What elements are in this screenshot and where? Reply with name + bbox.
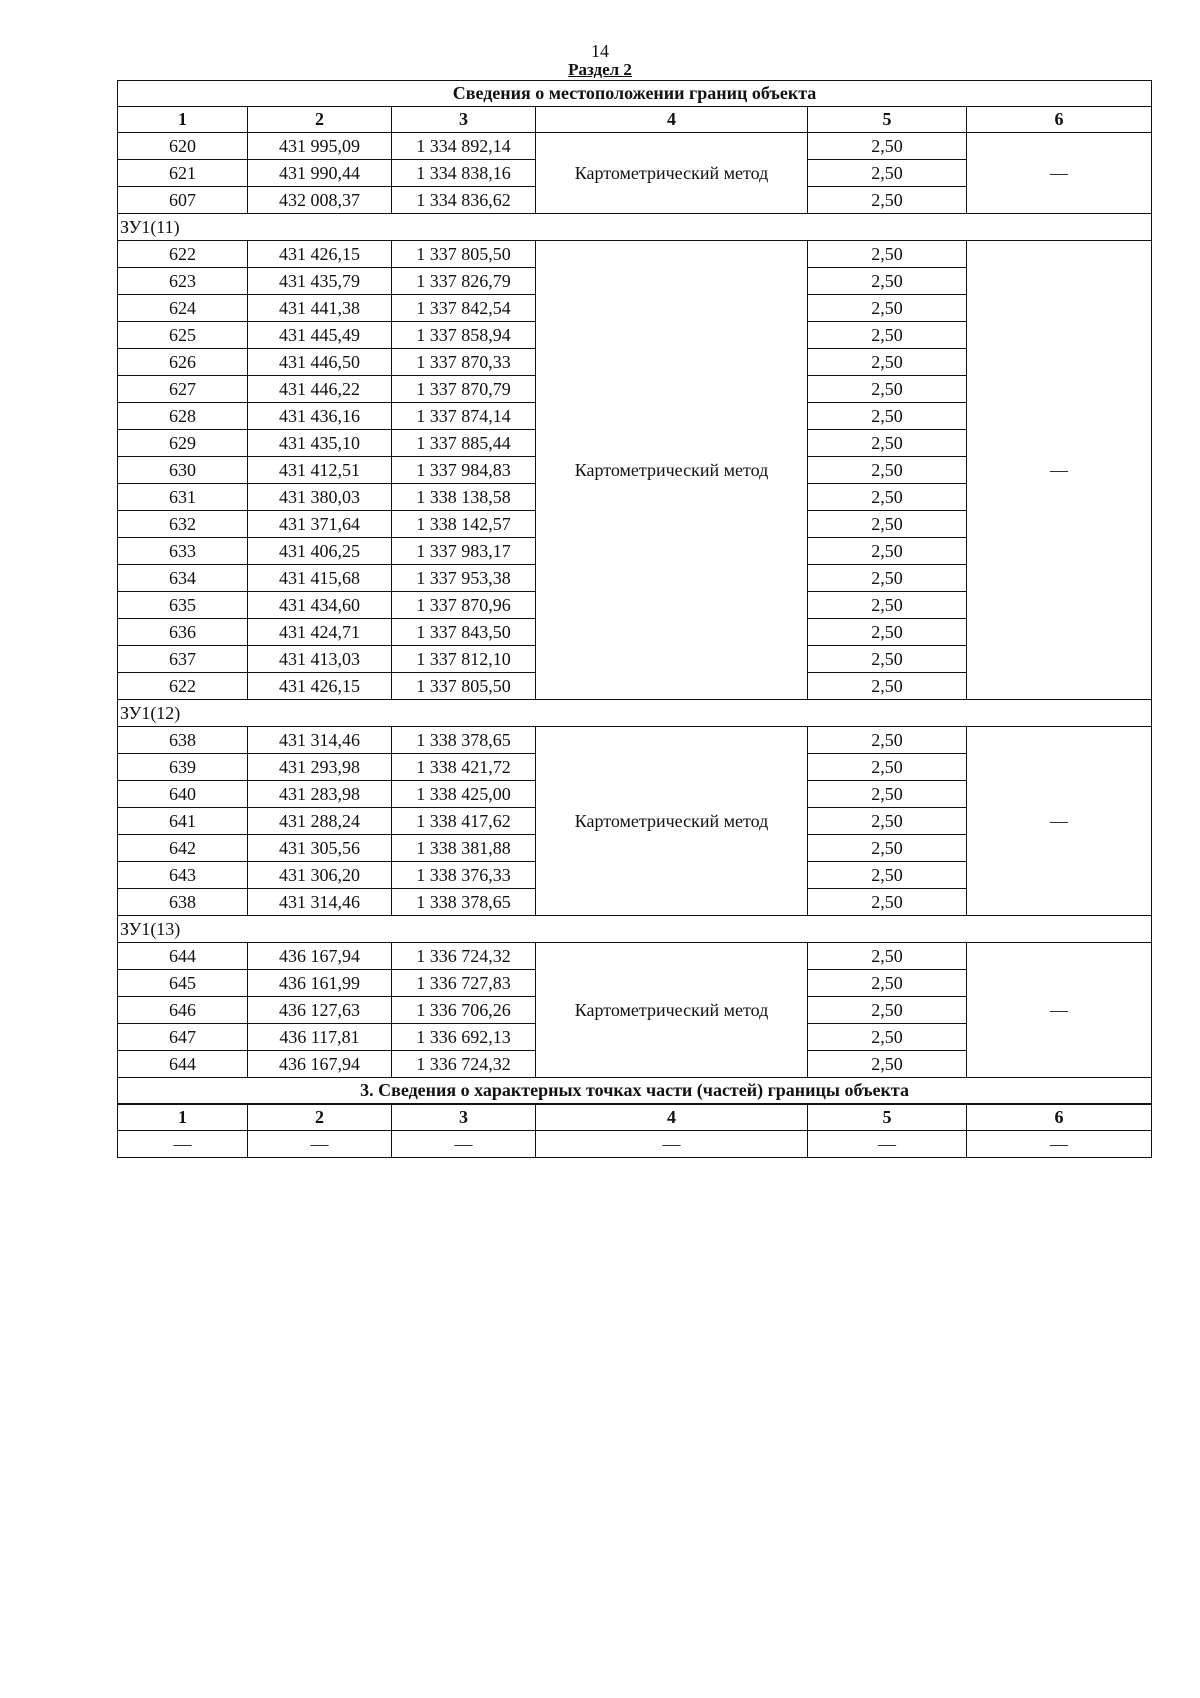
y-coordinate-cell: 1 337 870,79	[392, 376, 536, 403]
x-coordinate-cell: 436 161,99	[248, 970, 392, 997]
table-row	[118, 133, 1152, 160]
accuracy-cell: 2,50	[808, 403, 967, 430]
x-coordinate-cell: 431 293,98	[248, 754, 392, 781]
accuracy-cell: 2,50	[808, 943, 967, 970]
point-number-cell: 631	[118, 484, 248, 511]
accuracy-cell: 2,50	[808, 565, 967, 592]
accuracy-cell: 2,50	[808, 430, 967, 457]
x-coordinate-cell: 436 167,94	[248, 1051, 392, 1078]
column-header: 2	[248, 1104, 392, 1131]
accuracy-cell: 2,50	[808, 376, 967, 403]
method-cell: Картометрический метод	[536, 133, 808, 214]
accuracy-cell: 2,50	[808, 997, 967, 1024]
y-coordinate-cell: 1 338 417,62	[392, 808, 536, 835]
point-number-cell: 629	[118, 430, 248, 457]
section3-title-row	[118, 1078, 1152, 1105]
x-coordinate-cell: 431 415,68	[248, 565, 392, 592]
x-coordinate-cell: 431 436,16	[248, 403, 392, 430]
section3-header-row	[118, 1104, 1152, 1131]
column-header: 4	[536, 1104, 808, 1131]
column-header: 2	[248, 107, 392, 133]
y-coordinate-cell: 1 337 870,96	[392, 592, 536, 619]
x-coordinate-cell: 431 445,49	[248, 322, 392, 349]
point-number-cell: 626	[118, 349, 248, 376]
point-number-cell: 620	[118, 133, 248, 160]
point-number-cell: 632	[118, 511, 248, 538]
accuracy-cell: 2,50	[808, 511, 967, 538]
y-coordinate-cell: 1 337 874,14	[392, 403, 536, 430]
accuracy-cell: 2,50	[808, 241, 967, 268]
x-coordinate-cell: 431 435,10	[248, 430, 392, 457]
y-coordinate-cell: 1 336 727,83	[392, 970, 536, 997]
table-title-row	[118, 81, 1152, 107]
empty-value-cell: —	[808, 1131, 967, 1158]
x-coordinate-cell: 431 426,15	[248, 241, 392, 268]
accuracy-cell: 2,50	[808, 592, 967, 619]
y-coordinate-cell: 1 337 983,17	[392, 538, 536, 565]
x-coordinate-cell: 436 127,63	[248, 997, 392, 1024]
y-coordinate-cell: 1 336 706,26	[392, 997, 536, 1024]
point-number-cell: 630	[118, 457, 248, 484]
column-header: 5	[808, 107, 967, 133]
point-number-cell: 624	[118, 295, 248, 322]
group-row	[118, 214, 1152, 241]
method-cell: Картометрический метод	[536, 943, 808, 1078]
column-header: 6	[967, 1104, 1152, 1131]
point-number-cell: 628	[118, 403, 248, 430]
y-coordinate-cell: 1 337 858,94	[392, 322, 536, 349]
accuracy-cell: 2,50	[808, 781, 967, 808]
y-coordinate-cell: 1 336 724,32	[392, 943, 536, 970]
column-header-row	[118, 107, 1152, 133]
accuracy-cell: 2,50	[808, 349, 967, 376]
x-coordinate-cell: 436 167,94	[248, 943, 392, 970]
y-coordinate-cell: 1 336 692,13	[392, 1024, 536, 1051]
y-coordinate-cell: 1 338 381,88	[392, 835, 536, 862]
section-heading: Раздел 2	[568, 60, 632, 79]
column-header: 1	[118, 1104, 248, 1131]
point-number-cell: 633	[118, 538, 248, 565]
column-header: 5	[808, 1104, 967, 1131]
y-coordinate-cell: 1 337 812,10	[392, 646, 536, 673]
x-coordinate-cell: 431 314,46	[248, 889, 392, 916]
page-number: 14	[591, 41, 609, 61]
group-row	[118, 916, 1152, 943]
point-number-cell: 637	[118, 646, 248, 673]
table-row	[118, 943, 1152, 970]
y-coordinate-cell: 1 337 885,44	[392, 430, 536, 457]
point-number-cell: 622	[118, 673, 248, 700]
accuracy-cell: 2,50	[808, 646, 967, 673]
point-number-cell: 623	[118, 268, 248, 295]
description-cell: —	[967, 943, 1152, 1078]
point-number-cell: 644	[118, 943, 248, 970]
point-number-cell: 641	[118, 808, 248, 835]
method-cell: Картометрический метод	[536, 241, 808, 700]
accuracy-cell: 2,50	[808, 808, 967, 835]
y-coordinate-cell: 1 334 836,62	[392, 187, 536, 214]
point-number-cell: 625	[118, 322, 248, 349]
y-coordinate-cell: 1 334 838,16	[392, 160, 536, 187]
x-coordinate-cell: 431 380,03	[248, 484, 392, 511]
y-coordinate-cell: 1 337 805,50	[392, 241, 536, 268]
boundary-table	[117, 80, 1152, 1158]
x-coordinate-cell: 431 990,44	[248, 160, 392, 187]
accuracy-cell: 2,50	[808, 619, 967, 646]
y-coordinate-cell: 1 336 724,32	[392, 1051, 536, 1078]
accuracy-cell: 2,50	[808, 862, 967, 889]
y-coordinate-cell: 1 338 421,72	[392, 754, 536, 781]
group-row	[118, 700, 1152, 727]
description-cell: —	[967, 727, 1152, 916]
section3-row	[118, 1131, 1152, 1158]
y-coordinate-cell: 1 337 805,50	[392, 673, 536, 700]
y-coordinate-cell: 1 337 843,50	[392, 619, 536, 646]
accuracy-cell: 2,50	[808, 133, 967, 160]
accuracy-cell: 2,50	[808, 835, 967, 862]
x-coordinate-cell: 431 446,22	[248, 376, 392, 403]
accuracy-cell: 2,50	[808, 1024, 967, 1051]
x-coordinate-cell: 431 413,03	[248, 646, 392, 673]
section3-title: 3. Сведения о характерных точках части (частей) границы объекта	[118, 1078, 1152, 1105]
empty-value-cell: —	[536, 1131, 808, 1158]
group-label: ЗУ1(11)	[118, 214, 1152, 241]
point-number-cell: 647	[118, 1024, 248, 1051]
x-coordinate-cell: 431 406,25	[248, 538, 392, 565]
column-header: 4	[536, 107, 808, 133]
column-header: 6	[967, 107, 1152, 133]
accuracy-cell: 2,50	[808, 457, 967, 484]
y-coordinate-cell: 1 337 984,83	[392, 457, 536, 484]
point-number-cell: 639	[118, 754, 248, 781]
y-coordinate-cell: 1 337 870,33	[392, 349, 536, 376]
x-coordinate-cell: 431 995,09	[248, 133, 392, 160]
point-number-cell: 634	[118, 565, 248, 592]
point-number-cell: 627	[118, 376, 248, 403]
y-coordinate-cell: 1 334 892,14	[392, 133, 536, 160]
column-header: 1	[118, 107, 248, 133]
column-header: 3	[392, 107, 536, 133]
x-coordinate-cell: 432 008,37	[248, 187, 392, 214]
empty-value-cell: —	[967, 1131, 1152, 1158]
x-coordinate-cell: 431 441,38	[248, 295, 392, 322]
y-coordinate-cell: 1 338 425,00	[392, 781, 536, 808]
point-number-cell: 622	[118, 241, 248, 268]
point-number-cell: 646	[118, 997, 248, 1024]
accuracy-cell: 2,50	[808, 1051, 967, 1078]
x-coordinate-cell: 431 412,51	[248, 457, 392, 484]
accuracy-cell: 2,50	[808, 160, 967, 187]
accuracy-cell: 2,50	[808, 484, 967, 511]
group-label: ЗУ1(13)	[118, 916, 1152, 943]
point-number-cell: 636	[118, 619, 248, 646]
y-coordinate-cell: 1 338 378,65	[392, 889, 536, 916]
y-coordinate-cell: 1 338 378,65	[392, 727, 536, 754]
x-coordinate-cell: 431 283,98	[248, 781, 392, 808]
x-coordinate-cell: 431 314,46	[248, 727, 392, 754]
empty-value-cell: —	[118, 1131, 248, 1158]
x-coordinate-cell: 431 371,64	[248, 511, 392, 538]
x-coordinate-cell: 431 435,79	[248, 268, 392, 295]
empty-value-cell: —	[392, 1131, 536, 1158]
accuracy-cell: 2,50	[808, 295, 967, 322]
column-header: 3	[392, 1104, 536, 1131]
accuracy-cell: 2,50	[808, 970, 967, 997]
accuracy-cell: 2,50	[808, 754, 967, 781]
table-row	[118, 241, 1152, 268]
point-number-cell: 621	[118, 160, 248, 187]
y-coordinate-cell: 1 338 376,33	[392, 862, 536, 889]
method-cell: Картометрический метод	[536, 727, 808, 916]
point-number-cell: 638	[118, 889, 248, 916]
point-number-cell: 635	[118, 592, 248, 619]
description-cell: —	[967, 133, 1152, 214]
accuracy-cell: 2,50	[808, 889, 967, 916]
point-number-cell: 642	[118, 835, 248, 862]
table-title: Сведения о местоположении границ объекта	[118, 81, 1152, 107]
accuracy-cell: 2,50	[808, 187, 967, 214]
empty-value-cell: —	[248, 1131, 392, 1158]
y-coordinate-cell: 1 337 953,38	[392, 565, 536, 592]
y-coordinate-cell: 1 338 138,58	[392, 484, 536, 511]
accuracy-cell: 2,50	[808, 322, 967, 349]
point-number-cell: 645	[118, 970, 248, 997]
point-number-cell: 640	[118, 781, 248, 808]
y-coordinate-cell: 1 338 142,57	[392, 511, 536, 538]
accuracy-cell: 2,50	[808, 268, 967, 295]
x-coordinate-cell: 431 306,20	[248, 862, 392, 889]
point-number-cell: 644	[118, 1051, 248, 1078]
group-label: ЗУ1(12)	[118, 700, 1152, 727]
accuracy-cell: 2,50	[808, 727, 967, 754]
x-coordinate-cell: 436 117,81	[248, 1024, 392, 1051]
x-coordinate-cell: 431 446,50	[248, 349, 392, 376]
description-cell: —	[967, 241, 1152, 700]
y-coordinate-cell: 1 337 842,54	[392, 295, 536, 322]
point-number-cell: 638	[118, 727, 248, 754]
y-coordinate-cell: 1 337 826,79	[392, 268, 536, 295]
x-coordinate-cell: 431 424,71	[248, 619, 392, 646]
table-row	[118, 727, 1152, 754]
x-coordinate-cell: 431 434,60	[248, 592, 392, 619]
x-coordinate-cell: 431 426,15	[248, 673, 392, 700]
x-coordinate-cell: 431 305,56	[248, 835, 392, 862]
point-number-cell: 607	[118, 187, 248, 214]
accuracy-cell: 2,50	[808, 673, 967, 700]
point-number-cell: 643	[118, 862, 248, 889]
x-coordinate-cell: 431 288,24	[248, 808, 392, 835]
accuracy-cell: 2,50	[808, 538, 967, 565]
